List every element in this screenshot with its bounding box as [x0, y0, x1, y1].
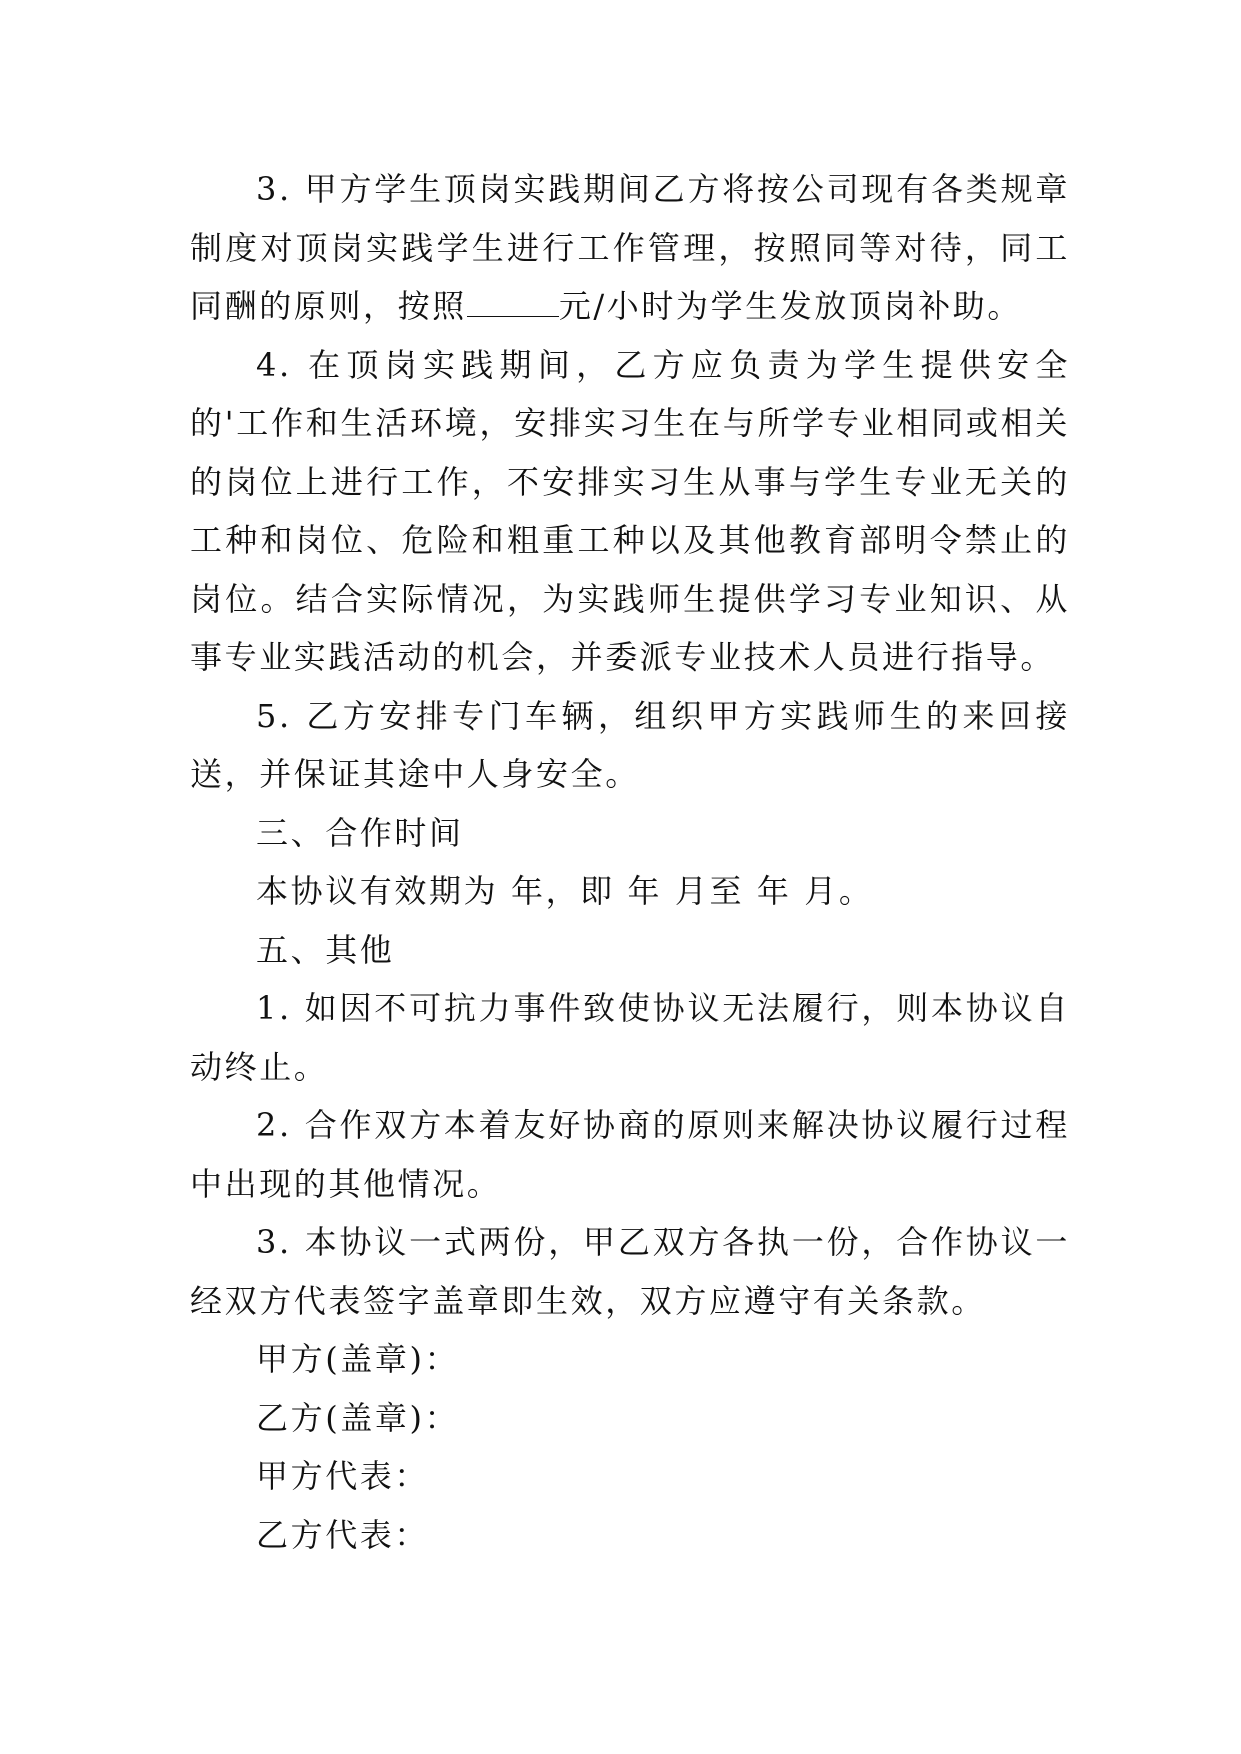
- signature-party-a-representative: 甲方代表：: [256, 1457, 430, 1495]
- clause-2-3-text: 3. 甲方学生顶岗实践期间乙方将按公司现有各类规章制度对顶岗实践学生进行工作管理，按照同等对待，同工同酬的原则，按照: [190, 170, 1070, 325]
- clause-5-2: 2. 合作双方本着友好协商的原则来解决协议履行过程中出现的其他情况。: [190, 1106, 1070, 1203]
- document-body: [190, 160, 1070, 1564]
- clause-2-4: 4. 在顶岗实践期间，乙方应负责为学生提供安全的'工作和生活环境，安排实习生在与所学专业相同或相关的岗位上进行工作，不安排实习生从事与学生专业无关的工种和岗位、危险和粗重工种以及其他教育部明令禁止的岗位。结合实际情况，为实践师生提供学习专业知识、从事专业实践活动的机会，并委派专业技术人员进行指导。: [190, 345, 1070, 676]
- signature-party-a-seal: 甲方(盖章)：: [256, 1340, 460, 1378]
- clause-2-5: 5. 乙方安排专门车辆，组织甲方实践师生的来回接送，并保证其途中人身安全。: [190, 696, 1070, 793]
- section-3-heading: 三、合作时间: [256, 813, 464, 852]
- signature-party-b-representative: 乙方代表：: [256, 1515, 430, 1554]
- clause-2-3: [190, 160, 1070, 336]
- section-5-heading: 五、其他: [256, 930, 395, 969]
- section-3-body: 本协议有效期为 年，即 年 月至 年 月。: [256, 872, 874, 910]
- signature-party-b-seal: 乙方(盖章)：: [256, 1398, 460, 1437]
- clause-5-3: 3. 本协议一式两份，甲乙双方各执一份，合作协议一经双方代表签字盖章即生效，双方应遵守有关条款。: [190, 1223, 1070, 1320]
- clause-5-1: 1. 如因不可抗力事件致使协议无法履行，则本协议自动终止。: [190, 989, 1070, 1086]
- subsidy-amount-blank: [467, 296, 559, 317]
- clause-2-3-text-after-blank: 元/小时为学生发放顶岗补助。: [558, 287, 1022, 325]
